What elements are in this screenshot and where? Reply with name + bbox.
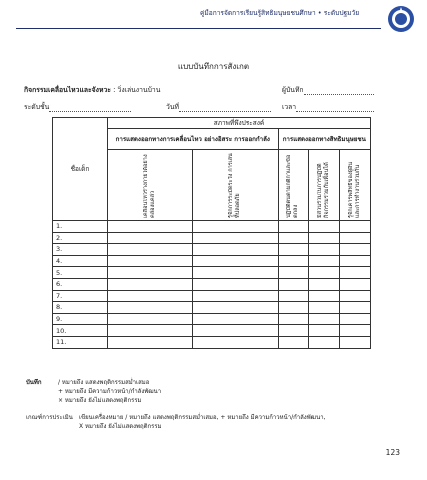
entry-cell[interactable] — [108, 290, 193, 302]
entry-cell[interactable] — [340, 267, 371, 279]
date-label: วันที่ — [166, 103, 179, 111]
entry-cell[interactable] — [108, 325, 193, 337]
row-number: 10. — [53, 325, 108, 337]
notes-section — [26, 378, 161, 405]
entry-cell[interactable] — [309, 290, 340, 302]
criteria-text-2: X หมายถึง ยังไม่แสดงพฤติกรรม — [79, 423, 162, 430]
entry-cell[interactable] — [309, 221, 340, 233]
entry-cell[interactable] — [278, 244, 309, 256]
table-row — [53, 232, 371, 244]
entry-cell[interactable] — [193, 267, 278, 279]
table-row — [53, 267, 371, 279]
table-row — [53, 255, 371, 267]
criteria-section — [26, 413, 325, 431]
row-number: 4. — [53, 255, 108, 267]
observer-label: ผู้บันทึก — [282, 86, 304, 94]
desired-state-header: สภาพที่พึงประสงค์ — [108, 118, 371, 129]
entry-cell[interactable] — [340, 325, 371, 337]
level-field — [49, 105, 131, 112]
entry-cell[interactable] — [278, 278, 309, 290]
entry-cell[interactable] — [340, 232, 371, 244]
entry-cell[interactable] — [278, 232, 309, 244]
row-number: 11. — [53, 336, 108, 348]
observation-table — [52, 117, 371, 349]
entry-cell[interactable] — [278, 325, 309, 337]
criterion-cell — [309, 150, 340, 221]
row-number: 9. — [53, 313, 108, 325]
emblem-icon — [386, 4, 416, 34]
entry-cell[interactable] — [340, 255, 371, 267]
entry-cell[interactable] — [193, 244, 278, 256]
criterion-text: เคลื่อนไหวร่างกายได้อย่างคล่องแคล่ว — [143, 154, 157, 218]
entry-cell[interactable] — [278, 336, 309, 348]
criteria-line — [26, 413, 325, 422]
criterion-cell — [193, 150, 278, 221]
criterion-text: รู้จักการระมัดระวัง การเล่นที่ปลอดภัย — [228, 153, 242, 218]
level-line — [24, 101, 131, 112]
row-number: 8. — [53, 302, 108, 314]
notes-label: บันทึก — [26, 379, 42, 386]
row-number: 2. — [53, 232, 108, 244]
entry-cell[interactable] — [340, 313, 371, 325]
entry-cell[interactable] — [108, 221, 193, 233]
entry-cell[interactable] — [108, 302, 193, 314]
entry-cell[interactable] — [278, 290, 309, 302]
row-number: 1. — [53, 221, 108, 233]
entry-cell[interactable] — [309, 278, 340, 290]
entry-cell[interactable] — [340, 290, 371, 302]
row-number: 5. — [53, 267, 108, 279]
row-number: 3. — [53, 244, 108, 256]
entry-cell[interactable] — [193, 313, 278, 325]
entry-cell[interactable] — [193, 232, 278, 244]
name-header: ชื่อเด็ก — [53, 118, 108, 221]
time-label: เวลา — [282, 103, 297, 111]
criterion-cell — [278, 150, 309, 221]
entry-cell[interactable] — [340, 302, 371, 314]
entry-cell[interactable] — [193, 302, 278, 314]
entry-cell[interactable] — [340, 336, 371, 348]
observer-field — [304, 88, 374, 95]
level-label: ระดับชั้น — [24, 103, 50, 111]
criterion-text: มีส่วนร่วมในการปฏิบัติกิจกรรมร่วมกับเพื่อนได้ — [317, 162, 331, 218]
entry-cell[interactable] — [309, 325, 340, 337]
table-row — [53, 221, 371, 233]
entry-cell[interactable] — [340, 221, 371, 233]
criterion-text: ปฏิบัติตนตามกติกาและข้อตกลง — [286, 154, 300, 218]
observer-line — [282, 84, 374, 95]
entry-cell[interactable] — [193, 290, 278, 302]
entry-cell[interactable] — [309, 313, 340, 325]
criteria-label: เกณฑ์การประเมิน — [26, 414, 73, 421]
activity-line — [24, 84, 160, 95]
page-number: 123 — [385, 448, 400, 457]
note-item: + หมายถึง มีความก้าวหน้า/กำลังพัฒนา — [58, 388, 162, 395]
entry-cell[interactable] — [278, 302, 309, 314]
entry-cell[interactable] — [309, 267, 340, 279]
entry-cell[interactable] — [108, 232, 193, 244]
table-row — [53, 278, 371, 290]
activity-label: กิจกรรมเคลื่อนไหวและจังหวะ — [24, 86, 111, 94]
table-row — [53, 302, 371, 314]
entry-cell[interactable] — [309, 244, 340, 256]
criteria-text-1: เขียนเครื่องหมาย / หมายถึง แสดงพฤติกรรมสม่ำเสมอ, + หมายถึง มีความก้าวหน้า/กำลังพัฒนา, — [79, 414, 326, 421]
group-human-rights-header: การแสดงออกทางสิทธิมนุษยชน — [278, 129, 370, 150]
form-title: แบบบันทึกการสังเกต — [177, 62, 250, 71]
entry-cell[interactable] — [193, 221, 278, 233]
activity-value: : วิ่งเล่นงานบ้าน — [110, 86, 161, 94]
entry-cell[interactable] — [340, 278, 371, 290]
note-item: × หมายถึง ยังไม่แสดงพฤติกรรม — [58, 397, 142, 404]
entry-cell[interactable] — [108, 278, 193, 290]
entry-cell[interactable] — [309, 232, 340, 244]
entry-cell[interactable] — [108, 336, 193, 348]
entry-cell[interactable] — [309, 336, 340, 348]
header-divider — [16, 28, 381, 29]
entry-cell[interactable] — [108, 255, 193, 267]
entry-cell[interactable] — [193, 278, 278, 290]
entry-cell[interactable] — [309, 302, 340, 314]
row-number: 7. — [53, 290, 108, 302]
group-movement-header: การแสดงออกทางการเคลื่อนไหว อย่างอิสระ การออกกำลัง — [108, 129, 279, 150]
criterion-cell — [108, 150, 193, 221]
entry-cell[interactable] — [278, 221, 309, 233]
entry-cell[interactable] — [108, 267, 193, 279]
entry-cell[interactable] — [193, 336, 278, 348]
entry-cell[interactable] — [108, 244, 193, 256]
table-row — [53, 325, 371, 337]
entry-cell[interactable] — [193, 325, 278, 337]
entry-cell[interactable] — [309, 255, 340, 267]
entry-cell[interactable] — [340, 244, 371, 256]
table-row — [53, 290, 371, 302]
table-row — [53, 336, 371, 348]
date-line — [166, 101, 271, 112]
entry-cell[interactable] — [278, 313, 309, 325]
time-line — [282, 101, 374, 112]
date-field — [179, 105, 271, 112]
entry-cell[interactable] — [193, 255, 278, 267]
time-field — [296, 105, 374, 112]
row-number: 6. — [53, 278, 108, 290]
entry-cell[interactable] — [278, 255, 309, 267]
entry-cell[interactable] — [108, 313, 193, 325]
criterion-cell — [340, 150, 371, 221]
note-line — [26, 378, 161, 387]
table-row — [53, 244, 371, 256]
header-text: คู่มือการจัดการเรียนรู้สิทธิมนุษยชนศึกษา • ระดับปฐมวัย — [200, 9, 360, 17]
table-row — [53, 313, 371, 325]
note-item: / หมายถึง แสดงพฤติกรรมสม่ำเสมอ — [58, 379, 150, 386]
entry-cell[interactable] — [278, 267, 309, 279]
criterion-text: รู้จักเคารพสิทธิของผู้อื่นและการทำงานร่วมกัน — [348, 161, 362, 218]
